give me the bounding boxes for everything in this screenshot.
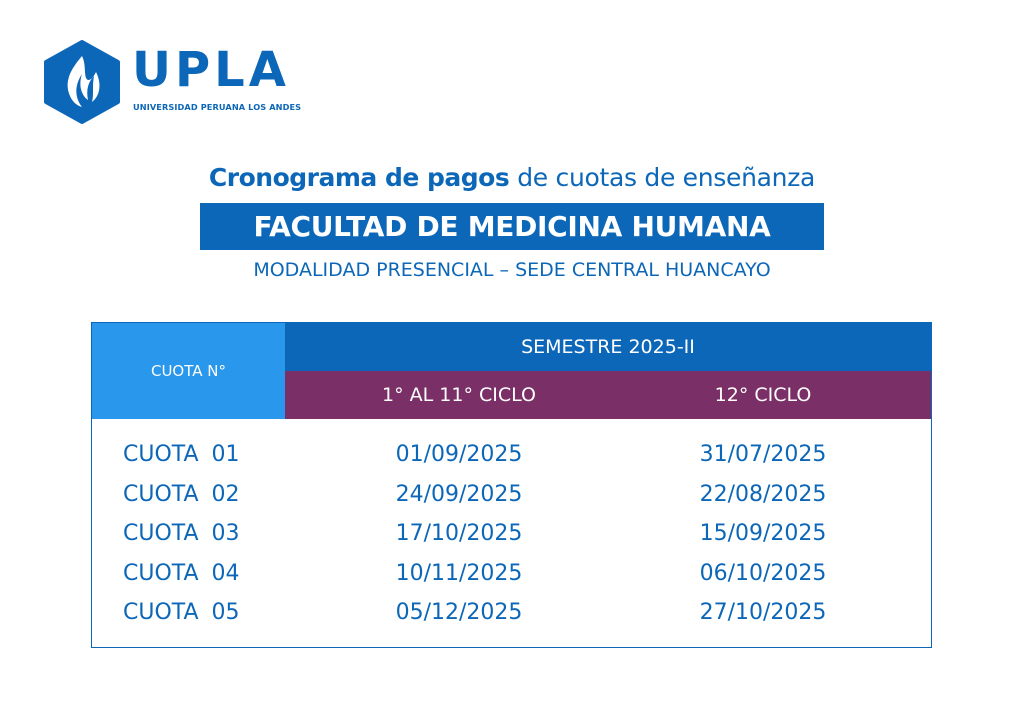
cuota-label: CUOTA 04 <box>123 560 240 586</box>
date-cycles-1-11: 05/12/2025 <box>395 600 523 625</box>
cycle-subheader <box>285 371 931 419</box>
cuota-label: CUOTA 05 <box>123 600 240 625</box>
date-cycle-12: 06/10/2025 <box>699 560 827 586</box>
semester-header: SEMESTRE 2025-II <box>285 323 931 371</box>
payment-schedule-table <box>91 322 932 648</box>
cuota-label: CUOTA 02 <box>123 481 240 507</box>
table-row <box>92 593 931 633</box>
cuota-header: CUOTA N° <box>92 323 285 419</box>
table-body <box>92 435 931 633</box>
title-bold: Cronograma de pagos <box>208 163 510 192</box>
date-cycle-12: 22/08/2025 <box>699 481 827 507</box>
date-cycles-1-11: 10/11/2025 <box>395 560 523 586</box>
page-title <box>0 163 1024 192</box>
title-light: de cuotas de enseñanza <box>517 163 816 192</box>
date-cycle-12: 15/09/2025 <box>699 521 827 546</box>
table-row <box>92 475 931 515</box>
logo-subtitle: UNIVERSIDAD PERUANA LOS ANDES <box>133 102 302 112</box>
modality-subtitle: MODALIDAD PRESENCIAL – SEDE CENTRAL HUANCAYO <box>253 259 771 281</box>
table-row <box>92 435 931 475</box>
cuota-label: CUOTA 03 <box>123 521 240 546</box>
table-row <box>92 514 931 554</box>
date-cycles-1-11: 24/09/2025 <box>395 481 523 507</box>
column-header-cycle-12: 12° CICLO <box>714 384 812 406</box>
flame-hexagon-icon <box>42 40 122 124</box>
date-cycle-12: 31/07/2025 <box>699 442 827 467</box>
faculty-banner: FACULTAD DE MEDICINA HUMANA <box>200 203 824 250</box>
table-row <box>92 554 931 594</box>
date-cycles-1-11: 17/10/2025 <box>395 521 523 546</box>
date-cycles-1-11: 01/09/2025 <box>395 442 523 467</box>
cuota-label: CUOTA 01 <box>123 442 240 467</box>
logo-wordmark: UPLA <box>132 42 290 98</box>
column-header-cycles-1-11: 1° AL 11° CICLO <box>382 384 536 406</box>
upla-logo <box>42 40 302 124</box>
date-cycle-12: 27/10/2025 <box>699 600 827 625</box>
